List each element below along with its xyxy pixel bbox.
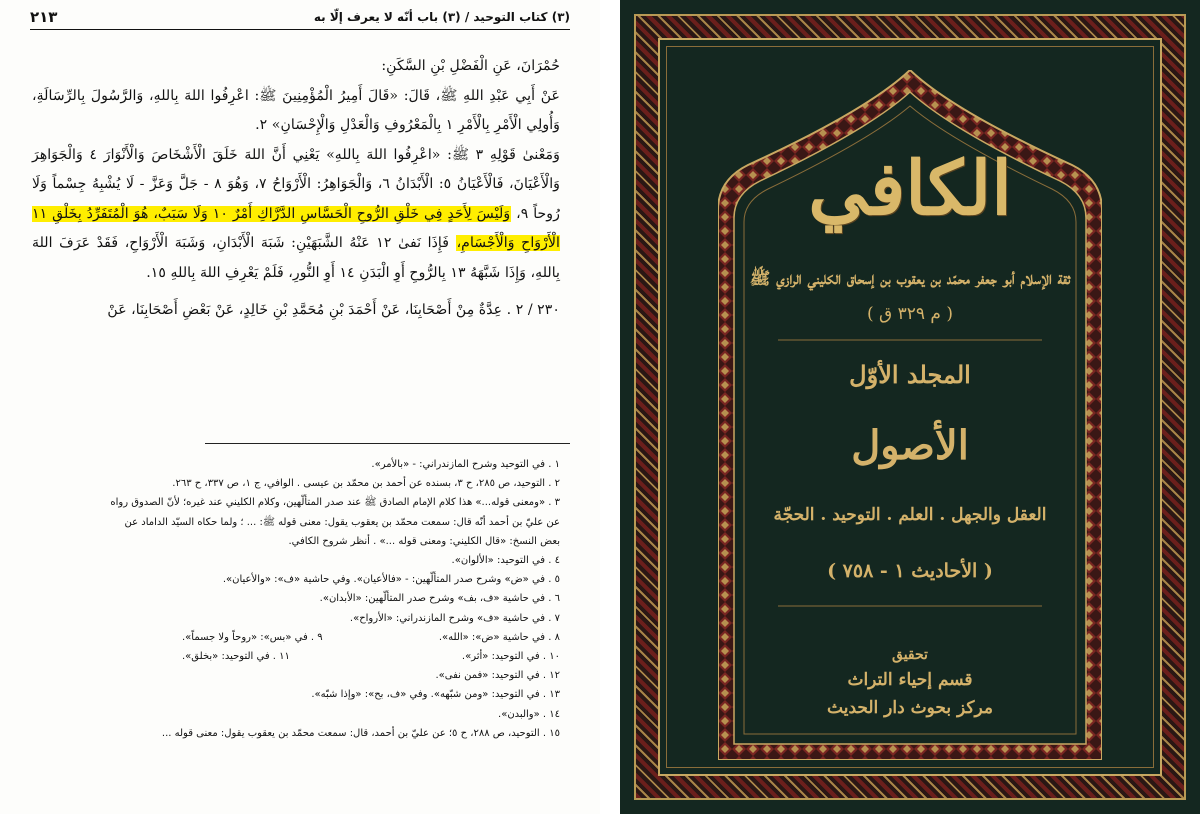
hadith-paragraph (32, 82, 560, 141)
cover-text (718, 70, 1102, 760)
cover-death-date: ( م ٣٢٩ ق ) (866, 304, 953, 324)
cover-volume: المجلد الأوّل (849, 360, 971, 389)
hadith-paragraph (32, 52, 560, 82)
paragraph-text: عَنْ أَبِي عَبْدِ اللهِ ﷺ، قَالَ: «قَالَ أَمِيرُ الْمُؤْمِنِينَ ﷺ: اعْرِفُوا اللهَ بِاللهِ، وَالرَّسُولَ بِالرِّسَالَةِ، وَأُولِي الْأَمْرِ بِالْأَمْرِ ١ بِالْمَعْرُوفِ وَالْعَدْلِ وَالْإِحْسَانِ» ٢. (32, 87, 560, 133)
cover-author: ثقة الإسلام أبو جعفر محمّد بن يعقوب بن إسحاق الكليني الرازي ﷺ (749, 269, 1071, 289)
footnote: ٨ . في حاشية «ض»: «الله». (438, 631, 560, 643)
footnote: ١٠ . في التوحيد: «أثر». (461, 651, 560, 663)
footnote: ٥ . في «ض» وشرح صدر المتألّهين: - «فالأعيان». وفي حاشية «ف»: «والأعيان». (222, 574, 560, 586)
footnote: ١٥ . التوحيد، ص ٢٨٨، ح ٥؛ عن عليّ بن أحمد، قال: سمعت محمّد بن يعقوب يقول: معنى قوله ... (161, 727, 560, 739)
header-rule (30, 29, 570, 30)
paragraph-text: فَإِذَا نَفىٰ ١٢ عَنْهُ الشَّبَهَيْنِ: شَبَهَ الْأَبْدَانِ، وَشَبَهَ الْأَرْوَاحِ، فَقَدْ عَرَفَ اللهَ بِاللهِ، وَإِذَا شَبَّهَهُ ١٣ بِالرُّوحِ أَوِ الْبَدَنِ ١٤ أَوِ النُّورِ، فَلَمْ يَعْرِفِ اللهَ بِاللهِ ١٥. (32, 235, 560, 281)
footnote: ٧ . في حاشية «ف» وشرح المازندراني: «الأرواح». (349, 612, 560, 624)
cover-publisher: مركز بحوث دار الحديث (827, 698, 993, 718)
footnote: ٦ . في حاشية «ف، بف» وشرح صدر المتألّهين: «الأبدان». (319, 593, 560, 605)
footnote: ١٤ . «والبدن». (498, 708, 560, 720)
footnote: ١١ . في التوحيد: «بخلق». (182, 651, 290, 663)
hadith-paragraph (32, 296, 560, 326)
paragraph-text: حُمْرَانَ، عَنِ الْفَضْلِ بْنِ السَّكَنِ: (381, 58, 560, 74)
footnote: ٢ . التوحيد، ص ٢٨٥، ح ٣، بسنده عن أحمد بن محمّد بن عيسى . الوافي، ج ١، ص ٣٣٧، ح ٢٦٣. (172, 478, 560, 490)
hadith-paragraph (32, 141, 560, 289)
footnote: بعض النسخ: «قال الكليني: ومعنى قوله ...» . أنظر شروح الكافي. (288, 535, 560, 547)
footnote: ٩ . في «بس»: «روحاً ولا جسماً». (182, 631, 323, 643)
highlighted-text: وَلَيْسَ لِأَحَدٍ فِي خَلْقِ الرُّوحِ الْحَسَّاسِ الدَّرَّاكِ أَمْرٌ ١٠ وَلَا سَبَبٌ، هُوَ الْمُتَفَرِّدُ بِخَلْقِ ١١ الْأَرْوَاحِ وَالْأَجْسَامِ، (32, 205, 561, 251)
footnote: ٤ . في التوحيد: «الألوان». (451, 555, 560, 567)
book-cover (620, 0, 1200, 814)
footnote: ١٢ . في التوحيد: «فمن نفى». (435, 670, 560, 682)
paragraph-text: وَمَعْنىٰ قَوْلِهِ ٣ ﷺ: «اعْرِفُوا اللهَ بِاللهِ» يَعْنِي أَنَّ اللهَ خَلَقَ الْأَشْخَاصَ وَالْأَنْوَارَ ٤ وَالْجَوَاهِرَ وَالْأَعْيَانَ، فَالْأَعْيَانُ ٥: الْأَبْدَانُ ٦، وَالْجَوَاهِرُ: الْأَرْوَاحُ ٧، وَهُوَ ٨ - جَلَّ وَعَزَّ - لَا يُشْبِهُ جِسْماً وَلَا رُوحاً ٩، (32, 146, 561, 222)
cover-section: الأصول (851, 422, 969, 469)
footnote: عن عليّ بن أحمد أنّه قال: سمعت محمّد بن يعقوب يقول: معنى قوله ﷺ: ... ؛ ولما حكاه السيّد الداماد عن (124, 516, 560, 528)
footnote-row (32, 647, 560, 666)
footnote-row (32, 628, 560, 647)
cover-tahqiq: تحقيق (892, 647, 928, 663)
paragraph-text: ٢٣٠ / ٢ . عِدَّةٌ مِنْ أَصْحَابِنَا، عَنْ أَحْمَدَ بْنِ مُحَمَّدِ بْنِ خَالِدٍ، عَنْ بَعْضِ أَصْحَابِنَا، عَنْ (107, 302, 560, 318)
footnotes (32, 455, 560, 743)
hadith-body-text (32, 52, 560, 326)
cover-department: قسم إحياء التراث (847, 670, 973, 690)
running-header: (٣) كتاب التوحيد / (٣) باب أنّه لا يعرف إلّا به (313, 10, 570, 24)
page-header (30, 6, 570, 28)
cover-title: الكافي (808, 146, 1012, 232)
page-number: ٢١٣ (30, 8, 58, 26)
cover-topics: العقل والجهل . العلم . التوحيد . الحجّة (773, 505, 1047, 525)
footnote: ١٣ . في التوحيد: «ومن شبّهه». وفي «ف، بح»: «وإذا شبّه». (311, 689, 560, 701)
footnote: ٣ . «ومعنى قوله...» هذا كلام الإمام الصادق ﷺ عند صدر المتألّهين، وكلام الكليني عند غيره؛ لأنّ الصدوق رواه (110, 497, 560, 509)
cover-hadith-range: ( الأحاديث ١ - ٧٥٨ ) (827, 560, 993, 582)
footnote: ١ . في التوحيد وشرح المازندراني: - «بالأمر». (371, 459, 560, 470)
footnote-rule (205, 443, 570, 444)
